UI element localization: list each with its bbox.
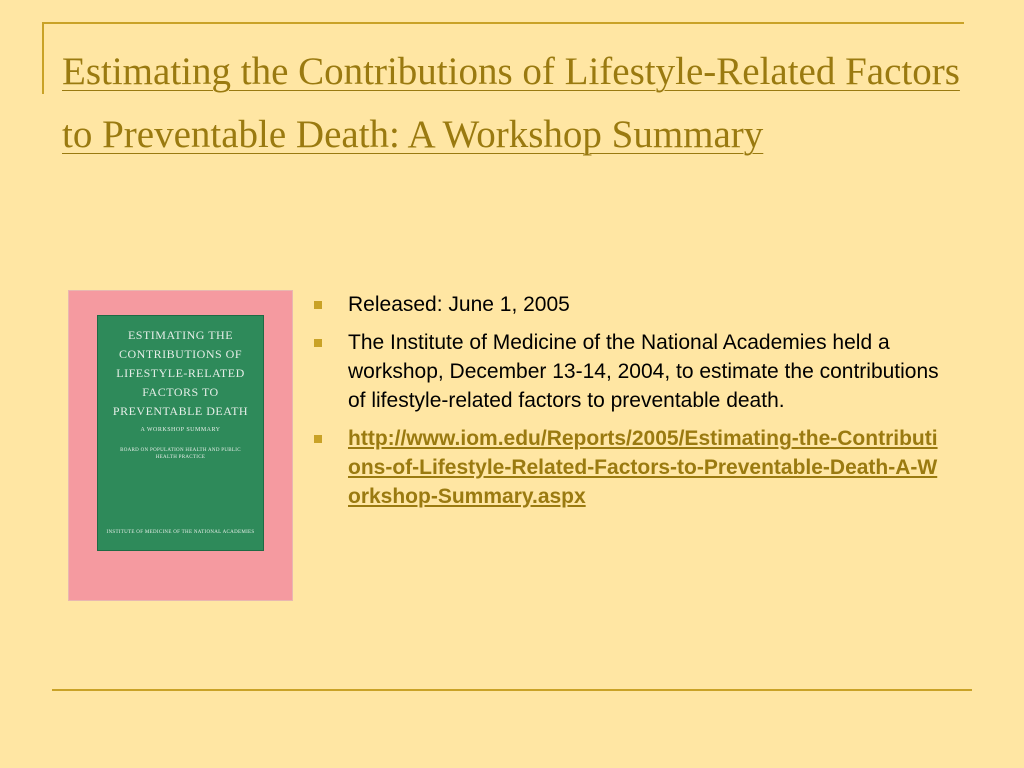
- bullet-item-link: [314, 424, 944, 511]
- bullet-marker-icon: [314, 301, 322, 309]
- cover-title: ESTIMATING THE CONTRIBUTIONS OF LIFESTYLE-RELATED FACTORS TO PREVENTABLE DEATH: [112, 328, 249, 418]
- bullet-list: [314, 290, 944, 520]
- slide-title[interactable]: Estimating the Contributions of Lifestyle-Related Factors to Preventable Death: A Workshop Summary: [62, 50, 960, 156]
- bullet-marker-icon: [314, 339, 322, 347]
- bullet-item-description: [314, 328, 944, 415]
- cover-subtitle: A WORKSHOP SUMMARY: [140, 427, 221, 433]
- bullet-item-release-date: [314, 290, 944, 319]
- book-cover: [97, 315, 264, 551]
- bottom-rule: [52, 689, 972, 691]
- bullet-text: Released: June 1, 2005: [348, 293, 570, 316]
- cover-publisher: INSTITUTE OF MEDICINE OF THE NATIONAL ACADEMIES: [106, 530, 255, 535]
- report-link[interactable]: http://www.iom.edu/Reports/2005/Estimating-the-Contributions-of-Lifestyle-Related-Factors-to-Preventable-Death-A-Workshop-Summary.aspx: [348, 427, 938, 508]
- bullet-text: The Institute of Medicine of the National Academies held a workshop, December 13-14, 2004, to estimate the contributions of lifestyle-related factors to preventable death.: [348, 331, 939, 412]
- book-cover-image: [68, 290, 293, 601]
- cover-board: BOARD ON POPULATION HEALTH AND PUBLIC HEALTH PRACTICE: [120, 448, 241, 460]
- top-rule: [42, 22, 964, 24]
- left-rule: [42, 22, 44, 94]
- bullet-marker-icon: [314, 435, 322, 443]
